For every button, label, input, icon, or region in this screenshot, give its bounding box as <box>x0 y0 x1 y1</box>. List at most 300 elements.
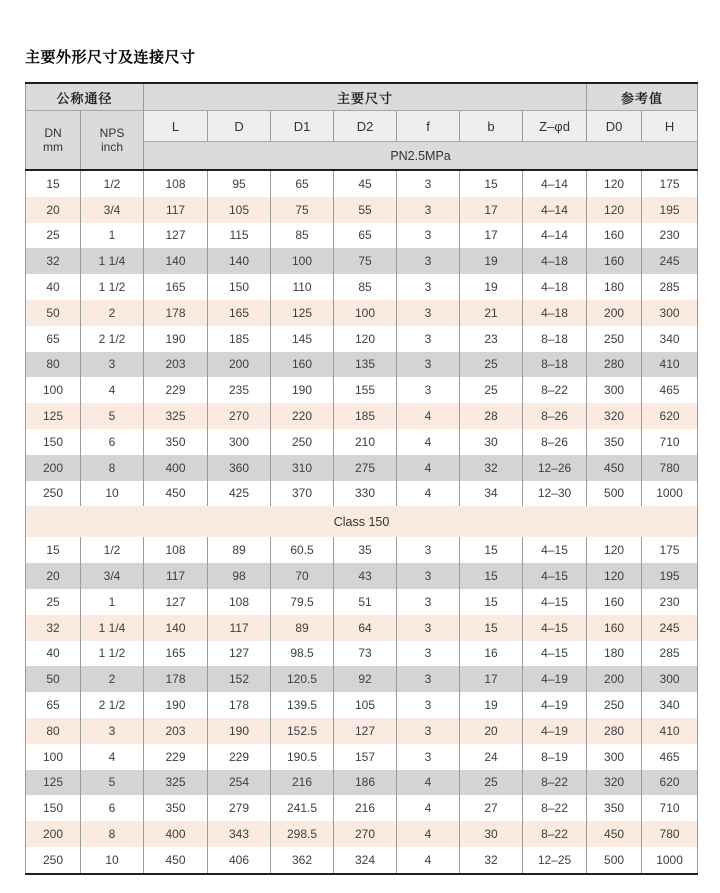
table-cell: 298.5 <box>271 821 334 847</box>
table-cell: 3 <box>397 377 460 403</box>
table-cell: 300 <box>587 744 642 770</box>
table-cell: 127 <box>334 718 397 744</box>
table-cell: 12–25 <box>523 847 587 874</box>
table-cell: 450 <box>587 821 642 847</box>
table-cell: 229 <box>144 744 208 770</box>
table-cell: 4–19 <box>523 692 587 718</box>
table-cell: 3 <box>397 692 460 718</box>
table-cell: 32 <box>460 455 523 481</box>
table-row <box>26 326 698 352</box>
table-cell: 3 <box>397 563 460 589</box>
table-cell: 710 <box>642 429 698 455</box>
table-row <box>26 795 698 821</box>
table-cell: 24 <box>460 744 523 770</box>
table-cell: 140 <box>208 248 271 274</box>
table-cell: 117 <box>208 615 271 641</box>
table-cell: 4 <box>81 377 144 403</box>
table-cell: 3 <box>397 589 460 615</box>
table-cell: 2 1/2 <box>81 692 144 718</box>
table-cell: 19 <box>460 692 523 718</box>
table-cell: 65 <box>26 326 81 352</box>
table-cell: 3/4 <box>81 197 144 223</box>
table-cell: 4–18 <box>523 274 587 300</box>
table-cell: 150 <box>26 795 81 821</box>
table-cell: 3 <box>397 274 460 300</box>
section-label-pn25: PN2.5MPa <box>144 142 698 171</box>
table-cell: 5 <box>81 403 144 429</box>
table-cell: 15 <box>460 563 523 589</box>
table-cell: 120 <box>587 170 642 197</box>
table-cell: 34 <box>460 481 523 507</box>
table-cell: 3 <box>397 615 460 641</box>
group-header-row <box>26 83 698 111</box>
table-cell: 175 <box>642 537 698 563</box>
group-header-main-dimensions: 主要尺寸 <box>144 83 587 111</box>
table-cell: 127 <box>144 589 208 615</box>
table-cell: 200 <box>587 300 642 326</box>
table-cell: 216 <box>334 795 397 821</box>
table-row <box>26 744 698 770</box>
table-cell: 150 <box>208 274 271 300</box>
table-cell: 65 <box>271 170 334 197</box>
table-cell: 8–19 <box>523 744 587 770</box>
table-cell: 25 <box>460 352 523 378</box>
table-cell: 360 <box>208 455 271 481</box>
table-cell: 108 <box>144 537 208 563</box>
column-header-d: D <box>208 111 271 142</box>
table-cell: 32 <box>460 847 523 874</box>
nps-label: NPS <box>99 125 125 140</box>
table-cell: 25 <box>460 770 523 796</box>
table-cell: 4–18 <box>523 248 587 274</box>
table-cell: 200 <box>587 666 642 692</box>
table-cell: 450 <box>144 481 208 507</box>
table-cell: 195 <box>642 563 698 589</box>
dn-unit: mm <box>43 140 63 154</box>
table-cell: 79.5 <box>271 589 334 615</box>
table-cell: 160 <box>587 248 642 274</box>
table-cell: 4–15 <box>523 537 587 563</box>
table-cell: 120 <box>587 537 642 563</box>
table-cell: 12–26 <box>523 455 587 481</box>
pn25-section-body <box>26 170 698 506</box>
table-cell: 85 <box>334 274 397 300</box>
table-cell: 3 <box>397 326 460 352</box>
table-cell: 2 <box>81 300 144 326</box>
table-cell: 98.5 <box>271 641 334 667</box>
table-cell: 65 <box>334 223 397 249</box>
table-cell: 1 <box>81 589 144 615</box>
table-cell: 300 <box>642 666 698 692</box>
table-cell: 3 <box>397 641 460 667</box>
column-header-d2: D2 <box>334 111 397 142</box>
table-cell: 140 <box>144 615 208 641</box>
section-band-class150 <box>26 506 698 537</box>
table-cell: 15 <box>460 537 523 563</box>
page-title: 主要外形尺寸及连接尺寸 <box>25 49 196 66</box>
table-cell: 241.5 <box>271 795 334 821</box>
table-cell: 45 <box>334 170 397 197</box>
table-cell: 89 <box>208 537 271 563</box>
table-cell: 3 <box>397 666 460 692</box>
table-cell: 8 <box>81 821 144 847</box>
table-cell: 17 <box>460 666 523 692</box>
table-cell: 300 <box>587 377 642 403</box>
table-cell: 127 <box>144 223 208 249</box>
table-row <box>26 615 698 641</box>
table-cell: 95 <box>208 170 271 197</box>
table-cell: 4–15 <box>523 641 587 667</box>
table-cell: 28 <box>460 403 523 429</box>
table-row <box>26 481 698 507</box>
table-cell: 152.5 <box>271 718 334 744</box>
table-cell: 4 <box>397 847 460 874</box>
table-cell: 1 1/4 <box>81 248 144 274</box>
table-cell: 280 <box>587 718 642 744</box>
table-cell: 85 <box>271 223 334 249</box>
table-cell: 70 <box>271 563 334 589</box>
column-header-d0: D0 <box>587 111 642 142</box>
table-cell: 20 <box>460 718 523 744</box>
table-row <box>26 197 698 223</box>
table-cell: 4 <box>397 429 460 455</box>
table-cell: 178 <box>144 300 208 326</box>
table-cell: 245 <box>642 248 698 274</box>
table-cell: 140 <box>144 248 208 274</box>
table-cell: 127 <box>208 641 271 667</box>
table-cell: 75 <box>334 248 397 274</box>
table-cell: 75 <box>271 197 334 223</box>
group-header-nominal-diameter: 公称通径 <box>26 83 144 111</box>
table-cell: 465 <box>642 744 698 770</box>
table-cell: 210 <box>334 429 397 455</box>
table-cell: 230 <box>642 223 698 249</box>
table-cell: 178 <box>144 666 208 692</box>
table-cell: 50 <box>26 300 81 326</box>
column-header-row <box>26 111 698 142</box>
table-cell: 190 <box>144 692 208 718</box>
table-cell: 3 <box>397 223 460 249</box>
table-cell: 17 <box>460 197 523 223</box>
table-cell: 20 <box>26 197 81 223</box>
table-cell: 17 <box>460 223 523 249</box>
table-cell: 8–22 <box>523 770 587 796</box>
table-row <box>26 223 698 249</box>
section-label-class150: Class 150 <box>26 506 698 537</box>
table-row <box>26 248 698 274</box>
table-row <box>26 537 698 563</box>
table-cell: 245 <box>642 615 698 641</box>
table-cell: 25 <box>26 223 81 249</box>
table-cell: 100 <box>26 377 81 403</box>
table-cell: 8–18 <box>523 326 587 352</box>
table-cell: 410 <box>642 352 698 378</box>
table-cell: 330 <box>334 481 397 507</box>
table-row <box>26 455 698 481</box>
table-cell: 15 <box>26 537 81 563</box>
table-cell: 254 <box>208 770 271 796</box>
table-cell: 165 <box>208 300 271 326</box>
table-cell: 55 <box>334 197 397 223</box>
table-cell: 8–26 <box>523 429 587 455</box>
table-cell: 4–14 <box>523 197 587 223</box>
table-cell: 160 <box>587 615 642 641</box>
table-cell: 40 <box>26 274 81 300</box>
table-cell: 195 <box>642 197 698 223</box>
table-cell: 406 <box>208 847 271 874</box>
table-cell: 30 <box>460 429 523 455</box>
table-cell: 280 <box>587 352 642 378</box>
table-cell: 4–14 <box>523 170 587 197</box>
table-cell: 19 <box>460 248 523 274</box>
table-cell: 120 <box>587 563 642 589</box>
column-header-f: f <box>397 111 460 142</box>
table-cell: 1/2 <box>81 537 144 563</box>
table-cell: 117 <box>144 197 208 223</box>
table-cell: 2 <box>81 666 144 692</box>
table-cell: 3 <box>397 248 460 274</box>
table-cell: 51 <box>334 589 397 615</box>
table-cell: 80 <box>26 352 81 378</box>
table-cell: 203 <box>144 352 208 378</box>
table-cell: 120 <box>587 197 642 223</box>
table-cell: 23 <box>460 326 523 352</box>
table-cell: 220 <box>271 403 334 429</box>
table-cell: 5 <box>81 770 144 796</box>
table-cell: 235 <box>208 377 271 403</box>
table-cell: 3/4 <box>81 563 144 589</box>
table-cell: 300 <box>208 429 271 455</box>
table-cell: 16 <box>460 641 523 667</box>
table-row <box>26 274 698 300</box>
table-cell: 500 <box>587 847 642 874</box>
column-header-dn <box>26 111 81 171</box>
table-cell: 110 <box>271 274 334 300</box>
table-cell: 780 <box>642 821 698 847</box>
table-cell: 108 <box>208 589 271 615</box>
table-cell: 160 <box>587 223 642 249</box>
table-cell: 1 1/2 <box>81 274 144 300</box>
table-cell: 100 <box>271 248 334 274</box>
table-row <box>26 847 698 874</box>
table-cell: 250 <box>587 326 642 352</box>
table-cell: 65 <box>26 692 81 718</box>
table-row <box>26 352 698 378</box>
table-cell: 3 <box>397 744 460 770</box>
table-cell: 15 <box>460 615 523 641</box>
table-cell: 350 <box>587 429 642 455</box>
table-cell: 6 <box>81 795 144 821</box>
table-cell: 27 <box>460 795 523 821</box>
table-cell: 25 <box>460 377 523 403</box>
table-cell: 4–15 <box>523 589 587 615</box>
table-cell: 1000 <box>642 481 698 507</box>
table-cell: 165 <box>144 641 208 667</box>
table-row <box>26 641 698 667</box>
table-row <box>26 589 698 615</box>
table-cell: 362 <box>271 847 334 874</box>
table-cell: 3 <box>81 352 144 378</box>
table-cell: 160 <box>587 589 642 615</box>
table-cell: 3 <box>81 718 144 744</box>
table-cell: 20 <box>26 563 81 589</box>
table-cell: 203 <box>144 718 208 744</box>
table-cell: 780 <box>642 455 698 481</box>
table-cell: 285 <box>642 274 698 300</box>
table-cell: 73 <box>334 641 397 667</box>
table-cell: 620 <box>642 770 698 796</box>
table-cell: 4–14 <box>523 223 587 249</box>
table-cell: 35 <box>334 537 397 563</box>
table-cell: 92 <box>334 666 397 692</box>
table-cell: 1000 <box>642 847 698 874</box>
table-cell: 200 <box>26 821 81 847</box>
table-cell: 8 <box>81 455 144 481</box>
table-cell: 4 <box>81 744 144 770</box>
dn-label: DN <box>44 125 62 140</box>
table-cell: 89 <box>271 615 334 641</box>
column-header-b: b <box>460 111 523 142</box>
table-cell: 2 1/2 <box>81 326 144 352</box>
table-cell: 15 <box>460 589 523 615</box>
table-cell: 157 <box>334 744 397 770</box>
table-cell: 1 1/2 <box>81 641 144 667</box>
table-cell: 160 <box>271 352 334 378</box>
table-cell: 620 <box>642 403 698 429</box>
table-cell: 178 <box>208 692 271 718</box>
table-cell: 350 <box>144 795 208 821</box>
table-cell: 12–30 <box>523 481 587 507</box>
table-cell: 350 <box>144 429 208 455</box>
table-cell: 275 <box>334 455 397 481</box>
table-cell: 30 <box>460 821 523 847</box>
table-cell: 43 <box>334 563 397 589</box>
table-cell: 200 <box>208 352 271 378</box>
table-cell: 15 <box>460 170 523 197</box>
table-cell: 370 <box>271 481 334 507</box>
table-cell: 135 <box>334 352 397 378</box>
table-cell: 4–18 <box>523 300 587 326</box>
table-cell: 80 <box>26 718 81 744</box>
table-cell: 8–22 <box>523 821 587 847</box>
table-cell: 125 <box>271 300 334 326</box>
table-cell: 4 <box>397 821 460 847</box>
class150-section-body <box>26 537 698 873</box>
table-cell: 229 <box>144 377 208 403</box>
section-band-row <box>26 506 698 537</box>
table-cell: 32 <box>26 248 81 274</box>
table-cell: 8–22 <box>523 377 587 403</box>
nps-unit: inch <box>101 140 124 154</box>
table-cell: 250 <box>26 847 81 874</box>
table-cell: 152 <box>208 666 271 692</box>
table-cell: 450 <box>587 455 642 481</box>
table-cell: 190 <box>271 377 334 403</box>
table-cell: 270 <box>334 821 397 847</box>
table-cell: 64 <box>334 615 397 641</box>
table-cell: 8–22 <box>523 795 587 821</box>
table-cell: 186 <box>334 770 397 796</box>
table-cell: 21 <box>460 300 523 326</box>
table-cell: 710 <box>642 795 698 821</box>
table-row <box>26 300 698 326</box>
table-row <box>26 563 698 589</box>
table-cell: 150 <box>26 429 81 455</box>
table-cell: 100 <box>334 300 397 326</box>
table-cell: 200 <box>26 455 81 481</box>
table-cell: 180 <box>587 641 642 667</box>
table-row <box>26 821 698 847</box>
table-cell: 285 <box>642 641 698 667</box>
table-cell: 270 <box>208 403 271 429</box>
table-cell: 400 <box>144 821 208 847</box>
table-cell: 165 <box>144 274 208 300</box>
table-cell: 300 <box>642 300 698 326</box>
table-cell: 1 1/4 <box>81 615 144 641</box>
table-cell: 190 <box>208 718 271 744</box>
table-cell: 120 <box>334 326 397 352</box>
table-cell: 465 <box>642 377 698 403</box>
table-cell: 145 <box>271 326 334 352</box>
column-header-z-phi-d: Z–φd <box>523 111 587 142</box>
table-header <box>26 83 698 170</box>
table-cell: 325 <box>144 403 208 429</box>
column-header-h: H <box>642 111 698 142</box>
table-cell: 450 <box>144 847 208 874</box>
table-cell: 229 <box>208 744 271 770</box>
table-cell: 100 <box>26 744 81 770</box>
table-cell: 105 <box>334 692 397 718</box>
table-cell: 1 <box>81 223 144 249</box>
column-header-l: L <box>144 111 208 142</box>
table-cell: 3 <box>397 170 460 197</box>
table-cell: 40 <box>26 641 81 667</box>
table-cell: 4–19 <box>523 718 587 744</box>
table-row <box>26 403 698 429</box>
table-cell: 180 <box>587 274 642 300</box>
table-cell: 155 <box>334 377 397 403</box>
table-cell: 340 <box>642 326 698 352</box>
table-cell: 4 <box>397 481 460 507</box>
table-cell: 410 <box>642 718 698 744</box>
column-header-nps <box>81 111 144 171</box>
table-cell: 190.5 <box>271 744 334 770</box>
table-cell: 120.5 <box>271 666 334 692</box>
table-cell: 400 <box>144 455 208 481</box>
table-cell: 190 <box>144 326 208 352</box>
table-cell: 3 <box>397 197 460 223</box>
table-cell: 425 <box>208 481 271 507</box>
table-cell: 185 <box>208 326 271 352</box>
table-cell: 60.5 <box>271 537 334 563</box>
table-cell: 3 <box>397 537 460 563</box>
table-cell: 98 <box>208 563 271 589</box>
table-cell: 139.5 <box>271 692 334 718</box>
table-cell: 117 <box>144 563 208 589</box>
table-cell: 108 <box>144 170 208 197</box>
table-cell: 4–19 <box>523 666 587 692</box>
table-cell: 8–18 <box>523 352 587 378</box>
table-cell: 324 <box>334 847 397 874</box>
table-cell: 19 <box>460 274 523 300</box>
table-row <box>26 429 698 455</box>
table-cell: 185 <box>334 403 397 429</box>
table-cell: 4 <box>397 455 460 481</box>
table-cell: 4 <box>397 770 460 796</box>
table-row <box>26 666 698 692</box>
table-cell: 4–15 <box>523 615 587 641</box>
table-cell: 8–26 <box>523 403 587 429</box>
